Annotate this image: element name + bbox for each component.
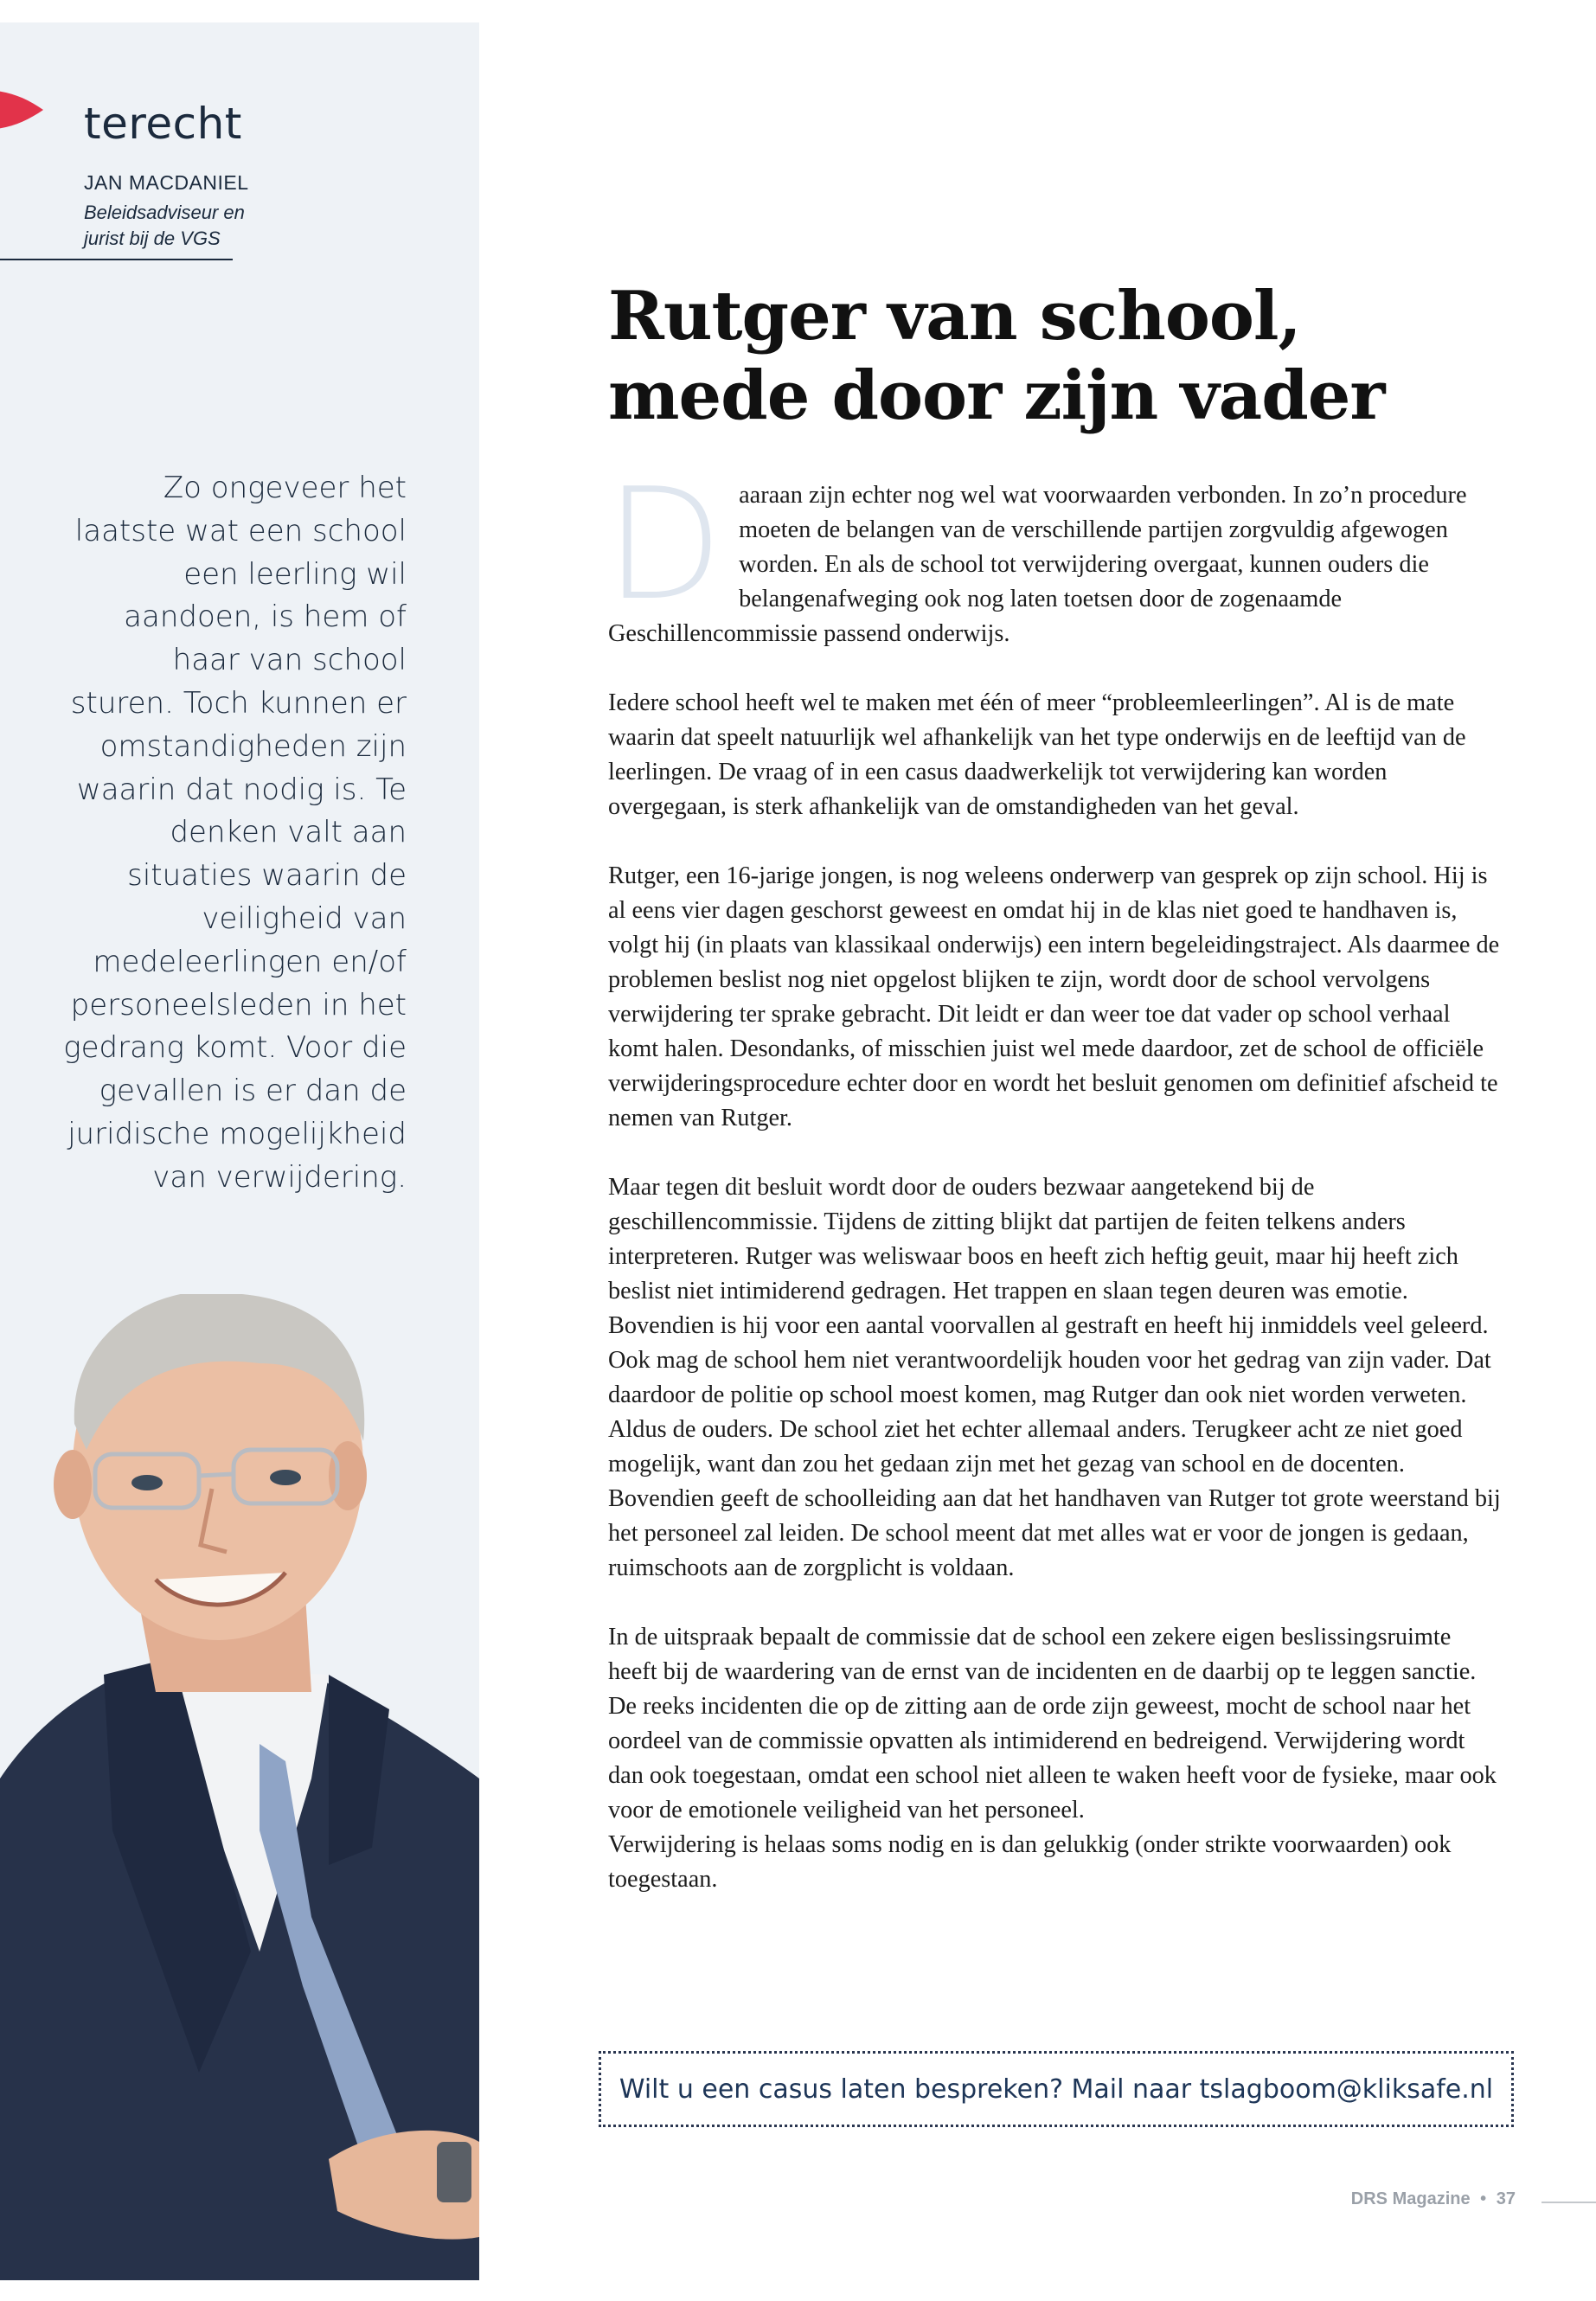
article-title	[608, 277, 1525, 436]
paragraph-1-text: aaraan zijn echter nog wel wat voorwaarden verbonden. In zo’n procedure moeten de belangen van de verschillende partijen zorgvuldig afgewogen worden. En als de school tot verwijdering overgaat, kunnen ouders die belangenafweging ook nog laten toetsen door de zogenaamde Geschillencommissie passend onderwijs.	[608, 482, 1467, 647]
footer-separator: •	[1480, 2189, 1487, 2208]
article-paragraph-4: Maar tegen dit besluit wordt door de ouders bezwaar aangetekend bij de geschillencommissie. Tijdens de zitting blijkt dat partijen de feiten telkens anders interpreteren. Rutger was weliswaar boos en heeft zich heftig geuit, maar hij heeft zich beslist niet intimiderend gedragen. Het trappen en slaan tegen deuren was emotie. Bovendien is hij voor een aantal voorvallen al gestraft en heeft hij inmiddels veel geleerd. Ook mag de school hem niet verantwoordelijk houden voor het gedrag van zijn vader. Dat daardoor de politie op school moest komen, mag Rutger dan ook niet worden verweten. Aldus de ouders. De school ziet het echter allemaal anders. Terugkeer acht ze niet goed mogelijk, want dan zou het gedaan zijn met het gezag van school en de docenten. Bovendien geeft de schoolleiding aan dat het handhaven van Rutger tot grote weerstand bij het personeel zal leiden. De school meent dat met alles wat er voor de jongen is gedaan, ruimschoots aan de zorgplicht is voldaan.	[608, 1174, 1501, 1581]
contact-callout[interactable]: Wilt u een casus laten bespreken? Mail naar tslagboom@kliksafe.nl	[599, 2051, 1514, 2127]
author-divider	[0, 259, 233, 260]
author-name: JAN MACDANIEL	[84, 171, 249, 194]
sidebar	[0, 22, 479, 2280]
article-title-line-1: Rutger van school,	[608, 277, 1301, 356]
drop-cap: D	[605, 455, 724, 634]
page-number: 37	[1496, 2189, 1516, 2208]
article-paragraph-1	[605, 455, 1503, 651]
section-marker-icon	[0, 87, 45, 133]
article-paragraph-2: Iedere school heeft wel te maken met één of meer “probleemleerlingen”. Al is de mate waarin dat speelt natuurlijk wel afhankelijk van het type onderwijs en de leeftijd van de leerlingen. De vraag of in een casus daadwerkelijk tot verwijdering kan worden overgegaan, is sterk afhankelijk van de omstandigheden van het geval.	[608, 689, 1466, 820]
page-footer	[1351, 2189, 1516, 2209]
article-paragraph-5: In de uitspraak bepaalt de commissie dat de school een zekere eigen beslissingsruimte heeft bij de waardering van de ernst van de incidenten en de daarbij op te leggen sanctie. De reeks incidenten die op de zitting aan de orde zijn geweest, mocht de school naar het oordeel van de commissie opvatten als intimiderend en bedreigend. Verwijdering wordt dan ook toegestaan, omdat een school niet alleen te waken heeft voor de fysieke, maar ook voor de emotionele veiligheid van het personeel.	[608, 1624, 1497, 1823]
article-paragraph-3: Rutger, een 16-jarige jongen, is nog weleens onderwerp van gesprek op zijn school. Hij is al eens vier dagen geschorst geweest en omdat hij in de klas niet goed te handhaven is, volgt hij (in plaats van klassikaal onderwijs) een intern begeleidingstraject. Als daarmee de problemen beslist nog niet opgelost blijken te zijn, wordt door de school vervolgens verwijdering ter sprake gebracht. Dit leidt er dan weer toe dat vader op school verhaal komt halen. Desondanks, of misschien juist wel mede daardoor, zet de school de officiële verwijderingsprocedure echter door en wordt het besluit genomen om definitief afscheid te nemen van Rutger.	[608, 862, 1500, 1131]
article-paragraph-6: Verwijdering is helaas soms nodig en is dan gelukkig (onder strikte voorwaarden) ook toegestaan.	[608, 1831, 1452, 1893]
article-body	[605, 455, 1503, 1897]
footer-rule	[1542, 2202, 1596, 2203]
article-title-line-2: mede door zijn vader	[608, 356, 1385, 435]
author-portrait	[0, 1294, 479, 2280]
section-label: terecht	[84, 99, 242, 149]
author-role: Beleidsadviseur en jurist bij de VGS	[84, 202, 245, 249]
magazine-name: DRS Magazine	[1350, 2189, 1471, 2208]
intro-text: Zo ongeveer het laatste wat een school een leerling wil aandoen, is hem of haar van school sturen. Toch kunnen er omstandigheden zijn waarin dat nodig is. Te denken valt aan situaties waarin de veiligheid van medeleerlingen en/of personeelsleden in het gedrang komt. Voor die gevallen is er dan de juridische mogelijkheid van verwijdering.	[63, 471, 407, 1195]
